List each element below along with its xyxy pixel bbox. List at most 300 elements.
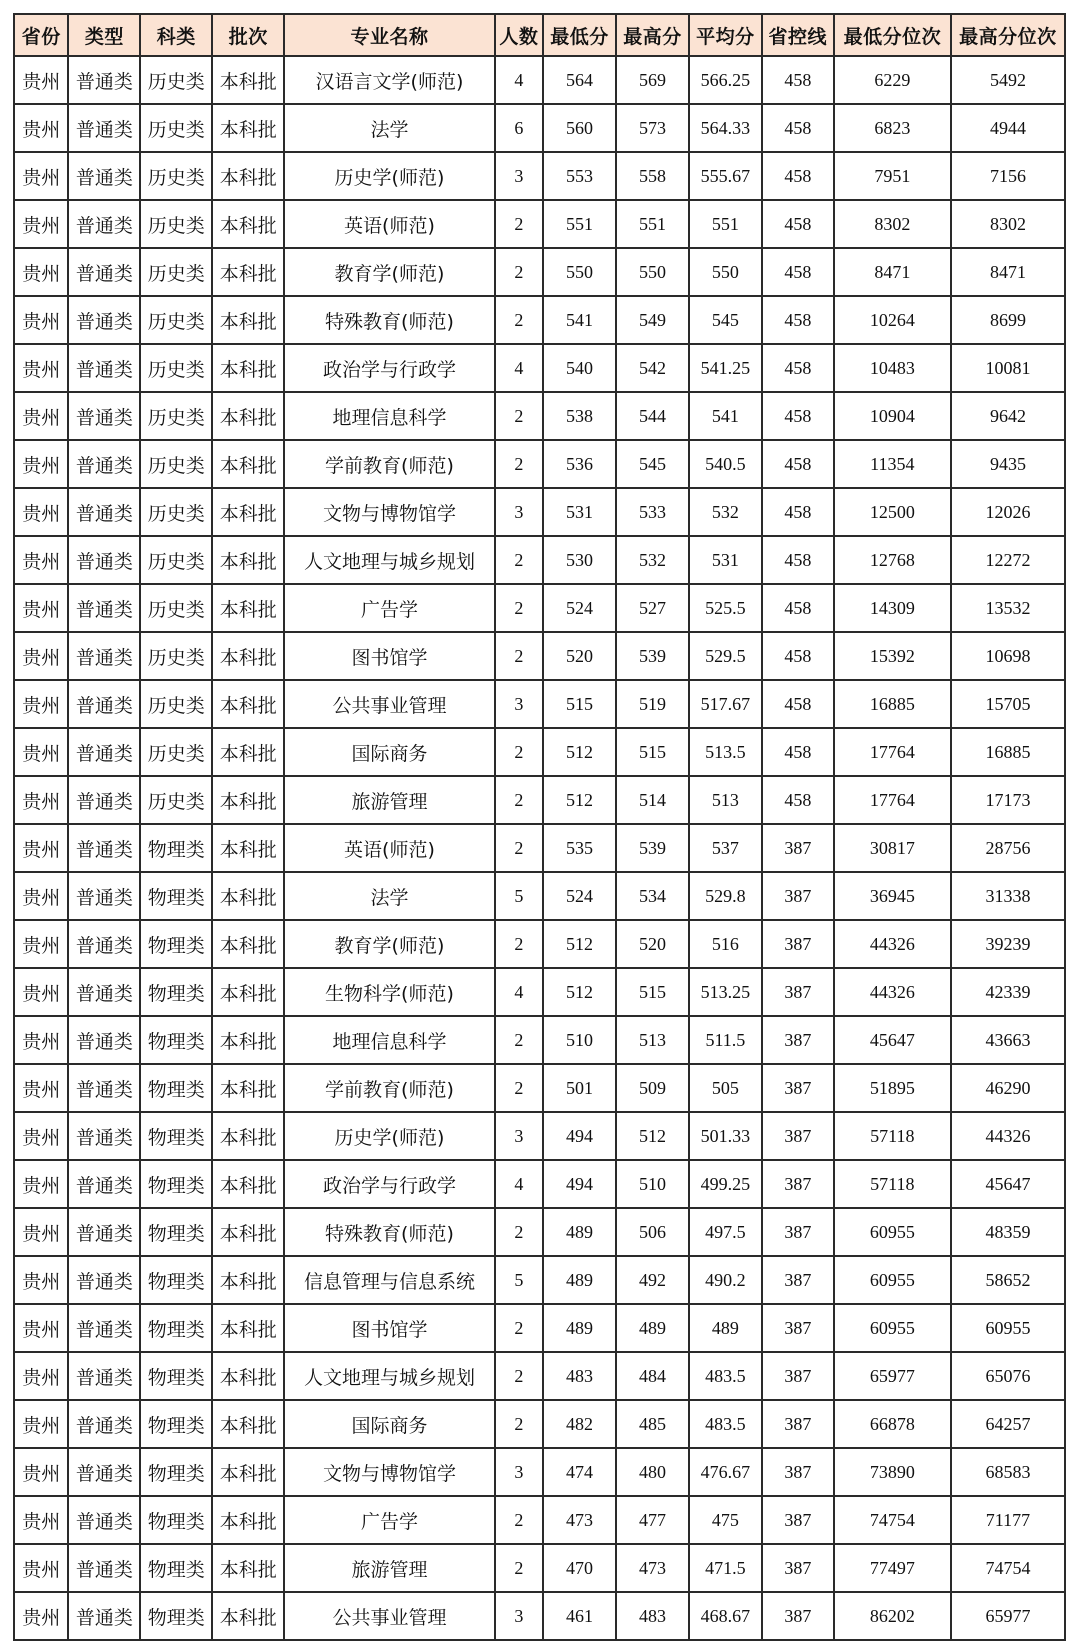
province-cell: 贵州	[14, 440, 68, 488]
min-score-rank-cell: 10483	[834, 344, 951, 392]
province-cell: 贵州	[14, 296, 68, 344]
max-score-cell: 527	[616, 584, 689, 632]
max-score-rank-cell: 8471	[951, 248, 1065, 296]
table-row	[14, 200, 1065, 248]
min-score-rank-cell: 77497	[834, 1544, 951, 1592]
subject-track-cell: 历史类	[140, 344, 212, 392]
category-type-cell: 普通类	[68, 824, 140, 872]
max-score-rank-cell: 48359	[951, 1208, 1065, 1256]
avg-score-cell: 555.67	[689, 152, 762, 200]
control-line-cell: 387	[762, 920, 834, 968]
header-province: 省份	[14, 14, 68, 56]
batch-cell: 本科批	[212, 344, 284, 392]
control-line-cell: 387	[762, 1256, 834, 1304]
avg-score-cell: 511.5	[689, 1016, 762, 1064]
batch-cell: 本科批	[212, 1448, 284, 1496]
enrollment-count-cell: 2	[495, 824, 543, 872]
avg-score-cell: 499.25	[689, 1160, 762, 1208]
max-score-cell: 569	[616, 56, 689, 104]
enrollment-count-cell: 3	[495, 152, 543, 200]
max-score-rank-cell: 43663	[951, 1016, 1065, 1064]
min-score-rank-cell: 60955	[834, 1304, 951, 1352]
category-type-cell: 普通类	[68, 632, 140, 680]
major-name-cell: 特殊教育(师范)	[284, 1208, 495, 1256]
category-type-cell: 普通类	[68, 1112, 140, 1160]
max-score-cell: 514	[616, 776, 689, 824]
province-cell: 贵州	[14, 1400, 68, 1448]
max-score-cell: 542	[616, 344, 689, 392]
enrollment-count-cell: 2	[495, 776, 543, 824]
category-type-cell: 普通类	[68, 1544, 140, 1592]
batch-cell: 本科批	[212, 632, 284, 680]
min-score-cell: 501	[543, 1064, 616, 1112]
batch-cell: 本科批	[212, 248, 284, 296]
table-row	[14, 1112, 1065, 1160]
min-score-rank-cell: 12768	[834, 536, 951, 584]
max-score-cell: 492	[616, 1256, 689, 1304]
province-cell: 贵州	[14, 1160, 68, 1208]
category-type-cell: 普通类	[68, 1016, 140, 1064]
min-score-cell: 512	[543, 920, 616, 968]
control-line-cell: 458	[762, 296, 834, 344]
min-score-cell: 489	[543, 1208, 616, 1256]
category-type-cell: 普通类	[68, 1304, 140, 1352]
category-type-cell: 普通类	[68, 1400, 140, 1448]
control-line-cell: 458	[762, 392, 834, 440]
province-cell: 贵州	[14, 1016, 68, 1064]
table-row	[14, 1208, 1065, 1256]
table-row	[14, 104, 1065, 152]
min-score-rank-cell: 45647	[834, 1016, 951, 1064]
max-score-cell: 489	[616, 1304, 689, 1352]
enrollment-count-cell: 2	[495, 1496, 543, 1544]
header-avg-score: 平均分	[689, 14, 762, 56]
category-type-cell: 普通类	[68, 536, 140, 584]
province-cell: 贵州	[14, 56, 68, 104]
avg-score-cell: 483.5	[689, 1400, 762, 1448]
header-max-score-rank: 最高分位次	[951, 14, 1065, 56]
avg-score-cell: 476.67	[689, 1448, 762, 1496]
batch-cell: 本科批	[212, 1400, 284, 1448]
batch-cell: 本科批	[212, 1064, 284, 1112]
min-score-rank-cell: 86202	[834, 1592, 951, 1640]
header-row	[14, 14, 1065, 56]
max-score-cell: 485	[616, 1400, 689, 1448]
major-name-cell: 信息管理与信息系统	[284, 1256, 495, 1304]
max-score-rank-cell: 39239	[951, 920, 1065, 968]
subject-track-cell: 物理类	[140, 1496, 212, 1544]
max-score-rank-cell: 65076	[951, 1352, 1065, 1400]
max-score-cell: 573	[616, 104, 689, 152]
max-score-cell: 545	[616, 440, 689, 488]
batch-cell: 本科批	[212, 1592, 284, 1640]
subject-track-cell: 历史类	[140, 440, 212, 488]
batch-cell: 本科批	[212, 56, 284, 104]
subject-track-cell: 物理类	[140, 1256, 212, 1304]
avg-score-cell: 529.8	[689, 872, 762, 920]
control-line-cell: 458	[762, 152, 834, 200]
control-line-cell: 387	[762, 1592, 834, 1640]
avg-score-cell: 540.5	[689, 440, 762, 488]
category-type-cell: 普通类	[68, 680, 140, 728]
table-row	[14, 296, 1065, 344]
major-name-cell: 公共事业管理	[284, 1592, 495, 1640]
avg-score-cell: 513	[689, 776, 762, 824]
avg-score-cell: 468.67	[689, 1592, 762, 1640]
subject-track-cell: 历史类	[140, 488, 212, 536]
enrollment-count-cell: 2	[495, 728, 543, 776]
min-score-cell: 512	[543, 776, 616, 824]
major-name-cell: 图书馆学	[284, 632, 495, 680]
header-category-type: 类型	[68, 14, 140, 56]
enrollment-count-cell: 2	[495, 1544, 543, 1592]
province-cell: 贵州	[14, 728, 68, 776]
enrollment-count-cell: 2	[495, 1208, 543, 1256]
table-row	[14, 728, 1065, 776]
max-score-rank-cell: 65977	[951, 1592, 1065, 1640]
avg-score-cell: 483.5	[689, 1352, 762, 1400]
category-type-cell: 普通类	[68, 152, 140, 200]
min-score-cell: 551	[543, 200, 616, 248]
table-row	[14, 1352, 1065, 1400]
avg-score-cell: 471.5	[689, 1544, 762, 1592]
avg-score-cell: 545	[689, 296, 762, 344]
control-line-cell: 387	[762, 968, 834, 1016]
avg-score-cell: 529.5	[689, 632, 762, 680]
enrollment-count-cell: 2	[495, 632, 543, 680]
major-name-cell: 图书馆学	[284, 1304, 495, 1352]
min-score-rank-cell: 10904	[834, 392, 951, 440]
province-cell: 贵州	[14, 1352, 68, 1400]
avg-score-cell: 537	[689, 824, 762, 872]
category-type-cell: 普通类	[68, 296, 140, 344]
batch-cell: 本科批	[212, 1352, 284, 1400]
batch-cell: 本科批	[212, 1256, 284, 1304]
control-line-cell: 458	[762, 632, 834, 680]
province-cell: 贵州	[14, 392, 68, 440]
category-type-cell: 普通类	[68, 104, 140, 152]
table-header	[14, 14, 1065, 56]
major-name-cell: 英语(师范)	[284, 200, 495, 248]
batch-cell: 本科批	[212, 1160, 284, 1208]
enrollment-count-cell: 5	[495, 1256, 543, 1304]
max-score-cell: 506	[616, 1208, 689, 1256]
min-score-cell: 524	[543, 584, 616, 632]
enrollment-count-cell: 3	[495, 488, 543, 536]
subject-track-cell: 历史类	[140, 248, 212, 296]
table-row	[14, 392, 1065, 440]
table-row	[14, 632, 1065, 680]
min-score-rank-cell: 10264	[834, 296, 951, 344]
enrollment-count-cell: 2	[495, 584, 543, 632]
avg-score-cell: 501.33	[689, 1112, 762, 1160]
province-cell: 贵州	[14, 1256, 68, 1304]
min-score-rank-cell: 17764	[834, 728, 951, 776]
major-name-cell: 政治学与行政学	[284, 344, 495, 392]
min-score-rank-cell: 6823	[834, 104, 951, 152]
min-score-cell: 510	[543, 1016, 616, 1064]
control-line-cell: 458	[762, 536, 834, 584]
province-cell: 贵州	[14, 1064, 68, 1112]
batch-cell: 本科批	[212, 296, 284, 344]
min-score-cell: 535	[543, 824, 616, 872]
max-score-rank-cell: 13532	[951, 584, 1065, 632]
min-score-cell: 524	[543, 872, 616, 920]
enrollment-count-cell: 2	[495, 920, 543, 968]
table-row	[14, 584, 1065, 632]
province-cell: 贵州	[14, 1208, 68, 1256]
max-score-cell: 539	[616, 824, 689, 872]
batch-cell: 本科批	[212, 536, 284, 584]
min-score-cell: 520	[543, 632, 616, 680]
avg-score-cell: 564.33	[689, 104, 762, 152]
batch-cell: 本科批	[212, 152, 284, 200]
province-cell: 贵州	[14, 200, 68, 248]
min-score-rank-cell: 15392	[834, 632, 951, 680]
batch-cell: 本科批	[212, 488, 284, 536]
enrollment-count-cell: 3	[495, 1448, 543, 1496]
table-row	[14, 1064, 1065, 1112]
min-score-cell: 512	[543, 968, 616, 1016]
batch-cell: 本科批	[212, 440, 284, 488]
province-cell: 贵州	[14, 1112, 68, 1160]
avg-score-cell: 517.67	[689, 680, 762, 728]
batch-cell: 本科批	[212, 824, 284, 872]
max-score-cell: 534	[616, 872, 689, 920]
control-line-cell: 387	[762, 1400, 834, 1448]
control-line-cell: 458	[762, 584, 834, 632]
max-score-rank-cell: 58652	[951, 1256, 1065, 1304]
province-cell: 贵州	[14, 248, 68, 296]
category-type-cell: 普通类	[68, 728, 140, 776]
control-line-cell: 458	[762, 104, 834, 152]
min-score-cell: 461	[543, 1592, 616, 1640]
min-score-rank-cell: 57118	[834, 1112, 951, 1160]
subject-track-cell: 历史类	[140, 680, 212, 728]
batch-cell: 本科批	[212, 200, 284, 248]
batch-cell: 本科批	[212, 1208, 284, 1256]
batch-cell: 本科批	[212, 872, 284, 920]
province-cell: 贵州	[14, 1304, 68, 1352]
enrollment-count-cell: 3	[495, 1592, 543, 1640]
category-type-cell: 普通类	[68, 1592, 140, 1640]
min-score-rank-cell: 44326	[834, 920, 951, 968]
major-name-cell: 教育学(师范)	[284, 248, 495, 296]
subject-track-cell: 历史类	[140, 536, 212, 584]
province-cell: 贵州	[14, 488, 68, 536]
max-score-rank-cell: 71177	[951, 1496, 1065, 1544]
max-score-cell: 549	[616, 296, 689, 344]
subject-track-cell: 物理类	[140, 824, 212, 872]
max-score-cell: 480	[616, 1448, 689, 1496]
major-name-cell: 地理信息科学	[284, 1016, 495, 1064]
control-line-cell: 458	[762, 776, 834, 824]
major-name-cell: 政治学与行政学	[284, 1160, 495, 1208]
control-line-cell: 387	[762, 824, 834, 872]
province-cell: 贵州	[14, 872, 68, 920]
table-row	[14, 488, 1065, 536]
enrollment-count-cell: 2	[495, 248, 543, 296]
enrollment-count-cell: 4	[495, 1160, 543, 1208]
min-score-cell: 474	[543, 1448, 616, 1496]
control-line-cell: 387	[762, 1304, 834, 1352]
max-score-cell: 515	[616, 728, 689, 776]
min-score-cell: 482	[543, 1400, 616, 1448]
category-type-cell: 普通类	[68, 56, 140, 104]
major-name-cell: 历史学(师范)	[284, 152, 495, 200]
min-score-rank-cell: 8302	[834, 200, 951, 248]
enrollment-count-cell: 4	[495, 344, 543, 392]
max-score-cell: 539	[616, 632, 689, 680]
enrollment-count-cell: 5	[495, 872, 543, 920]
category-type-cell: 普通类	[68, 920, 140, 968]
avg-score-cell: 550	[689, 248, 762, 296]
control-line-cell: 387	[762, 1064, 834, 1112]
category-type-cell: 普通类	[68, 776, 140, 824]
enrollment-count-cell: 2	[495, 296, 543, 344]
avg-score-cell: 513.5	[689, 728, 762, 776]
subject-track-cell: 物理类	[140, 1112, 212, 1160]
max-score-cell: 533	[616, 488, 689, 536]
min-score-rank-cell: 60955	[834, 1208, 951, 1256]
max-score-rank-cell: 46290	[951, 1064, 1065, 1112]
control-line-cell: 458	[762, 440, 834, 488]
batch-cell: 本科批	[212, 920, 284, 968]
major-name-cell: 国际商务	[284, 1400, 495, 1448]
major-name-cell: 广告学	[284, 584, 495, 632]
max-score-cell: 551	[616, 200, 689, 248]
control-line-cell: 458	[762, 344, 834, 392]
min-score-cell: 553	[543, 152, 616, 200]
min-score-cell: 515	[543, 680, 616, 728]
table-row	[14, 56, 1065, 104]
min-score-rank-cell: 66878	[834, 1400, 951, 1448]
category-type-cell: 普通类	[68, 488, 140, 536]
table-row	[14, 344, 1065, 392]
province-cell: 贵州	[14, 1544, 68, 1592]
max-score-cell: 515	[616, 968, 689, 1016]
min-score-cell: 541	[543, 296, 616, 344]
avg-score-cell: 566.25	[689, 56, 762, 104]
subject-track-cell: 物理类	[140, 1448, 212, 1496]
avg-score-cell: 525.5	[689, 584, 762, 632]
min-score-cell: 550	[543, 248, 616, 296]
control-line-cell: 458	[762, 728, 834, 776]
max-score-cell: 513	[616, 1016, 689, 1064]
enrollment-count-cell: 2	[495, 200, 543, 248]
major-name-cell: 文物与博物馆学	[284, 1448, 495, 1496]
min-score-rank-cell: 6229	[834, 56, 951, 104]
min-score-cell: 489	[543, 1304, 616, 1352]
enrollment-count-cell: 2	[495, 536, 543, 584]
max-score-rank-cell: 44326	[951, 1112, 1065, 1160]
header-max-score: 最高分	[616, 14, 689, 56]
enrollment-count-cell: 2	[495, 1016, 543, 1064]
avg-score-cell: 497.5	[689, 1208, 762, 1256]
batch-cell: 本科批	[212, 1544, 284, 1592]
category-type-cell: 普通类	[68, 248, 140, 296]
max-score-cell: 477	[616, 1496, 689, 1544]
min-score-cell: 531	[543, 488, 616, 536]
min-score-rank-cell: 8471	[834, 248, 951, 296]
province-cell: 贵州	[14, 1496, 68, 1544]
table-row	[14, 680, 1065, 728]
major-name-cell: 公共事业管理	[284, 680, 495, 728]
category-type-cell: 普通类	[68, 392, 140, 440]
subject-track-cell: 物理类	[140, 968, 212, 1016]
major-name-cell: 特殊教育(师范)	[284, 296, 495, 344]
province-cell: 贵州	[14, 824, 68, 872]
table-row	[14, 440, 1065, 488]
avg-score-cell: 516	[689, 920, 762, 968]
subject-track-cell: 物理类	[140, 920, 212, 968]
major-name-cell: 人文地理与城乡规划	[284, 1352, 495, 1400]
province-cell: 贵州	[14, 584, 68, 632]
max-score-cell: 519	[616, 680, 689, 728]
min-score-rank-cell: 7951	[834, 152, 951, 200]
table-row	[14, 1256, 1065, 1304]
min-score-rank-cell: 17764	[834, 776, 951, 824]
max-score-rank-cell: 17173	[951, 776, 1065, 824]
table-row	[14, 1400, 1065, 1448]
major-name-cell: 旅游管理	[284, 1544, 495, 1592]
table-row	[14, 824, 1065, 872]
control-line-cell: 458	[762, 56, 834, 104]
max-score-rank-cell: 9435	[951, 440, 1065, 488]
table-row	[14, 1016, 1065, 1064]
avg-score-cell: 490.2	[689, 1256, 762, 1304]
subject-track-cell: 物理类	[140, 1544, 212, 1592]
subject-track-cell: 历史类	[140, 152, 212, 200]
subject-track-cell: 物理类	[140, 872, 212, 920]
batch-cell: 本科批	[212, 1304, 284, 1352]
batch-cell: 本科批	[212, 104, 284, 152]
batch-cell: 本科批	[212, 968, 284, 1016]
control-line-cell: 458	[762, 488, 834, 536]
province-cell: 贵州	[14, 632, 68, 680]
major-name-cell: 汉语言文学(师范)	[284, 56, 495, 104]
category-type-cell: 普通类	[68, 344, 140, 392]
major-name-cell: 法学	[284, 104, 495, 152]
max-score-rank-cell: 8302	[951, 200, 1065, 248]
control-line-cell: 458	[762, 248, 834, 296]
table-row	[14, 872, 1065, 920]
subject-track-cell: 物理类	[140, 1592, 212, 1640]
max-score-cell: 510	[616, 1160, 689, 1208]
header-min-score: 最低分	[543, 14, 616, 56]
control-line-cell: 387	[762, 1496, 834, 1544]
enrollment-count-cell: 2	[495, 1304, 543, 1352]
min-score-rank-cell: 51895	[834, 1064, 951, 1112]
major-name-cell: 历史学(师范)	[284, 1112, 495, 1160]
table-row	[14, 776, 1065, 824]
control-line-cell: 458	[762, 200, 834, 248]
province-cell: 贵州	[14, 152, 68, 200]
min-score-cell: 494	[543, 1112, 616, 1160]
min-score-cell: 560	[543, 104, 616, 152]
province-cell: 贵州	[14, 104, 68, 152]
header-subject-track: 科类	[140, 14, 212, 56]
major-name-cell: 英语(师范)	[284, 824, 495, 872]
max-score-cell: 544	[616, 392, 689, 440]
min-score-rank-cell: 14309	[834, 584, 951, 632]
avg-score-cell: 513.25	[689, 968, 762, 1016]
avg-score-cell: 475	[689, 1496, 762, 1544]
table-row	[14, 920, 1065, 968]
major-name-cell: 地理信息科学	[284, 392, 495, 440]
header-control-line: 省控线	[762, 14, 834, 56]
min-score-cell: 473	[543, 1496, 616, 1544]
